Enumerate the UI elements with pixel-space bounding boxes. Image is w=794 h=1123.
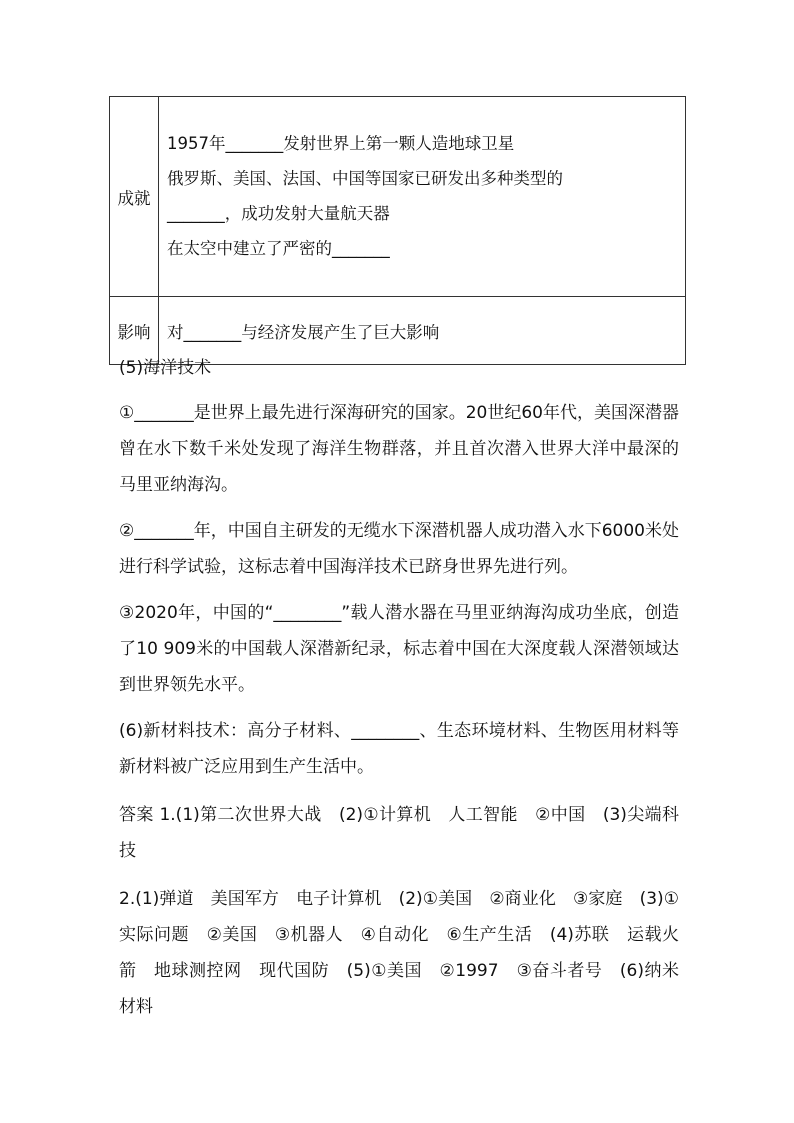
table-row-achievement: [110, 97, 686, 297]
materials-section: [119, 713, 679, 785]
row-header-impact: 影响: [110, 297, 159, 365]
answer-part-2-text: 2.(1)弹道 美国军方 电子计算机 (2)①美国 ②商业化 ③家庭 (3)①实际问题 ②美国 ③机器人 ④自动化 ⑥生产生活 (4)苏联 运载火箭 地球测控网 现代国防 (5)①美国 ②1997 ③奋斗者号 (6)纳米材料: [119, 889, 679, 1017]
answer-part-2: [119, 881, 679, 1025]
materials-text: (6)新材料技术：高分子材料、________、生态环境材料、生物医用材料等新材料被广泛应用到生产生活中。: [119, 721, 679, 777]
ocean-item-3-text: ③2020年，中国的“________”载人潜水器在马里亚纳海沟成功坐底，创造了10 909米的中国载人深潜新纪录，标志着中国在大深度载人深潜领域达到世界领先水平。: [119, 603, 679, 695]
achievement-line-1: 1957年_______发射世界上第一颗人造地球卫星: [167, 134, 515, 153]
row-header-achievement: 成就: [110, 97, 159, 297]
section-title-ocean: [119, 350, 679, 386]
achievement-content: [159, 97, 686, 297]
achievement-line-2: 俄罗斯、美国、法国、中国等国家已研发出多种类型的: [167, 169, 563, 188]
ocean-item-1: [119, 395, 679, 503]
impact-content: 对_______与经济发展产生了巨大影响: [159, 297, 686, 365]
ocean-item-2-text: ②_______年，中国自主研发的无缆水下深潜机器人成功潜入水下6000米处进行科学试验，这标志着中国海洋技术已跻身世界先进行列。: [119, 521, 680, 577]
ocean-title-text: (5)海洋技术: [119, 358, 212, 378]
ocean-item-1-text: ①_______是世界上最先进行深海研究的国家。20世纪60年代，美国深潜器曾在水下数千米处发现了海洋生物群落，并且首次潜入世界大洋中最深的马里亚纳海沟。: [119, 403, 680, 495]
achievement-impact-table: [109, 96, 686, 365]
ocean-item-3: [119, 595, 679, 703]
answer-part-1: [119, 797, 679, 869]
ocean-item-2: [119, 513, 679, 585]
answer-part-1-text: 答案 1.(1)第二次世界大战 (2)①计算机 人工智能 ②中国 (3)尖端科技: [119, 805, 679, 861]
achievement-line-4: 在太空中建立了严密的_______: [167, 239, 390, 258]
achievement-line-3: _______，成功发射大量航天器: [167, 204, 390, 223]
